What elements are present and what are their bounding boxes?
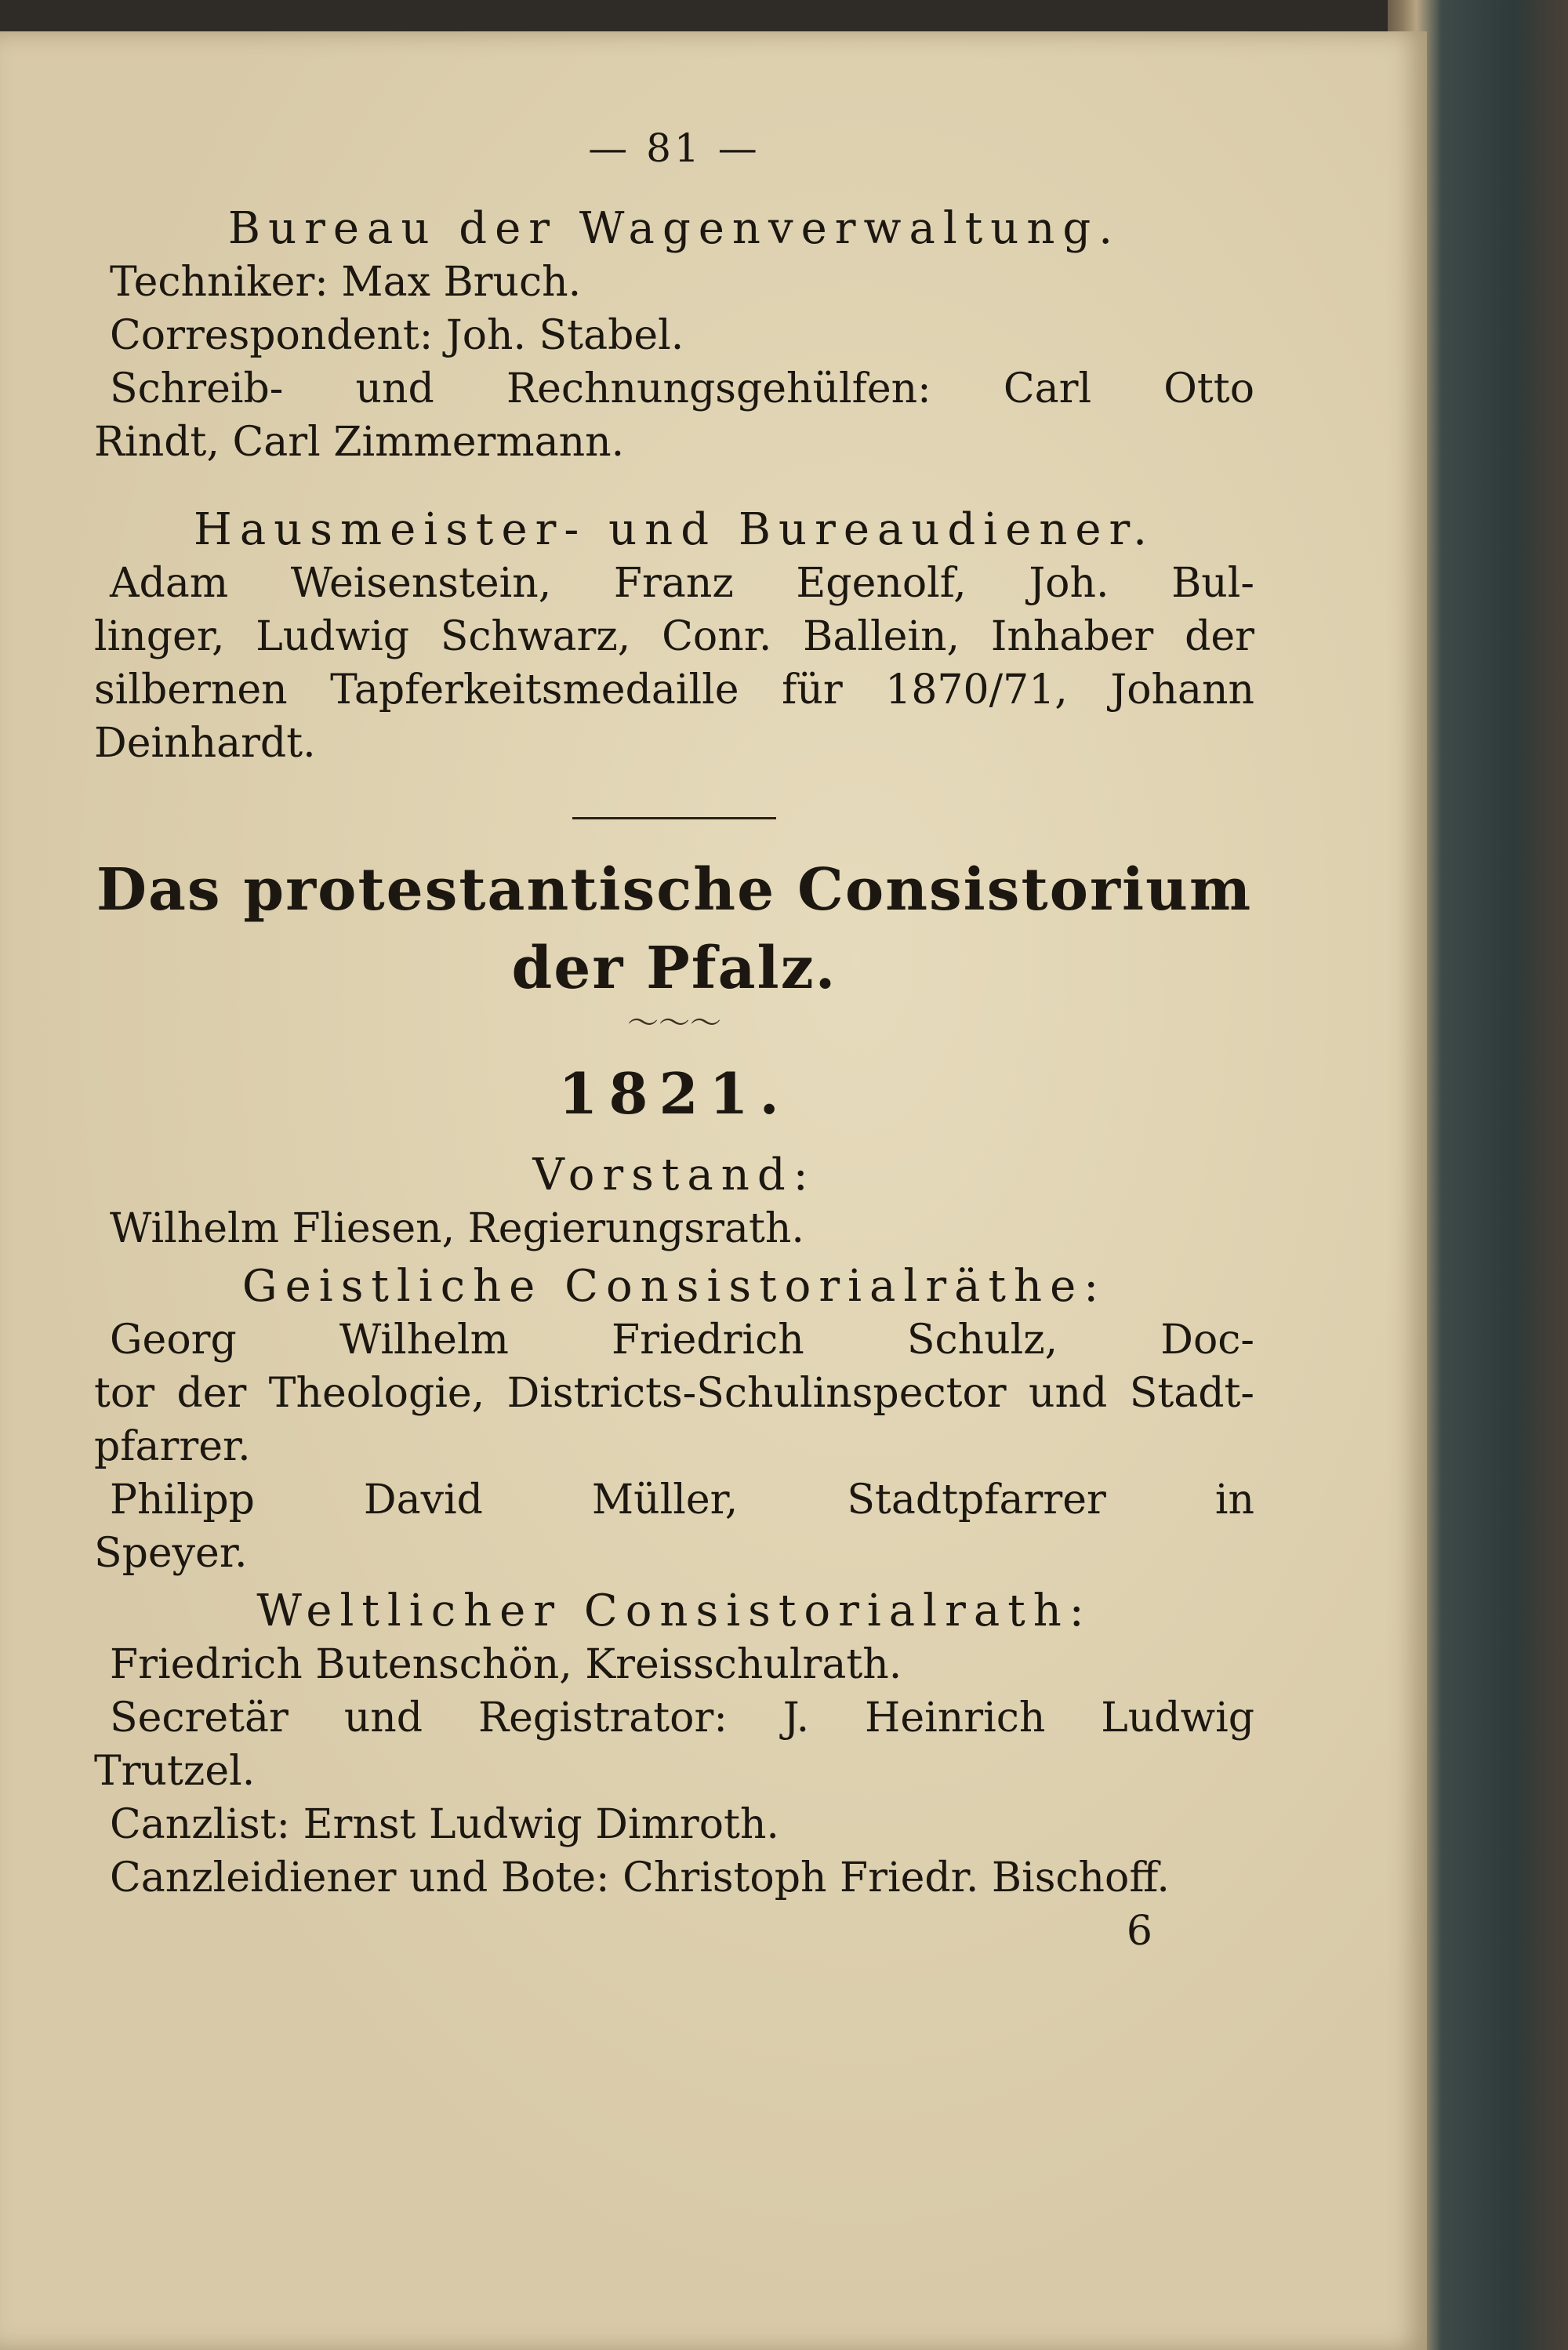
text-line: Schreib- und Rechnungsgehülfen: Carl Otto bbox=[110, 365, 1254, 412]
weltlicher-heading: Weltlicher Consistorialrath: bbox=[256, 1585, 1092, 1636]
text-line: Wilhelm Fliesen, Regierungsrath. bbox=[110, 1205, 804, 1252]
section-heading-hausmeister: Hausmeister- und Bureaudiener. bbox=[194, 504, 1155, 555]
text-line: Georg Wilhelm Friedrich Schulz, Doc- bbox=[110, 1317, 1254, 1364]
text-line: tor der Theologie, Districts-Schulinspector und Stadt- bbox=[94, 1370, 1254, 1417]
section-heading-wagenverwaltung: Bureau der Wagenverwaltung. bbox=[227, 203, 1121, 254]
text-line: Secretär und Registrator: J. Heinrich Ludwig bbox=[110, 1694, 1254, 1742]
page-number: — 81 — bbox=[588, 125, 760, 171]
text-line: Speyer. bbox=[94, 1530, 248, 1577]
page-content bbox=[94, 125, 1254, 1958]
text-line: Canzlist: Ernst Ludwig Dimroth. bbox=[110, 1801, 779, 1848]
year: 1821. bbox=[558, 1060, 790, 1127]
text-line: Canzleidiener und Bote: Christoph Friedr. Bischoff. bbox=[110, 1854, 1170, 1901]
signature-mark: 6 bbox=[1126, 1908, 1152, 1955]
page bbox=[0, 31, 1427, 2350]
text-line: Friedrich Butenschön, Kreisschulrath. bbox=[110, 1641, 902, 1688]
vorstand-heading: Vorstand: bbox=[532, 1150, 816, 1200]
text-line: Adam Weisenstein, Franz Egenolf, Joh. Bul- bbox=[110, 560, 1254, 607]
divider-rule bbox=[572, 817, 776, 819]
geistliche-heading: Geistliche Consistorialräthe: bbox=[241, 1261, 1107, 1312]
text-line: Philipp David Müller, Stadtpfarrer in bbox=[110, 1476, 1254, 1524]
text-line: pfarrer. bbox=[94, 1423, 251, 1470]
text-line: silbernen Tapferkeitsmedaille für 1870/71, Johann bbox=[94, 666, 1254, 714]
text-line: Trutzel. bbox=[94, 1748, 256, 1795]
text-line: Techniker: Max Bruch. bbox=[110, 259, 582, 306]
text-line: Rindt, Carl Zimmermann. bbox=[94, 419, 625, 466]
text-line: Correspondent: Joh. Stabel. bbox=[110, 312, 684, 359]
ornament: ～～～ bbox=[627, 1005, 721, 1041]
text-line: linger, Ludwig Schwarz, Conr. Ballein, Inhaber der bbox=[94, 613, 1254, 660]
consistorium-title: Das protestantische Consistorium der Pfalz. bbox=[96, 856, 1253, 1002]
text-line: Deinhardt. bbox=[94, 720, 316, 767]
